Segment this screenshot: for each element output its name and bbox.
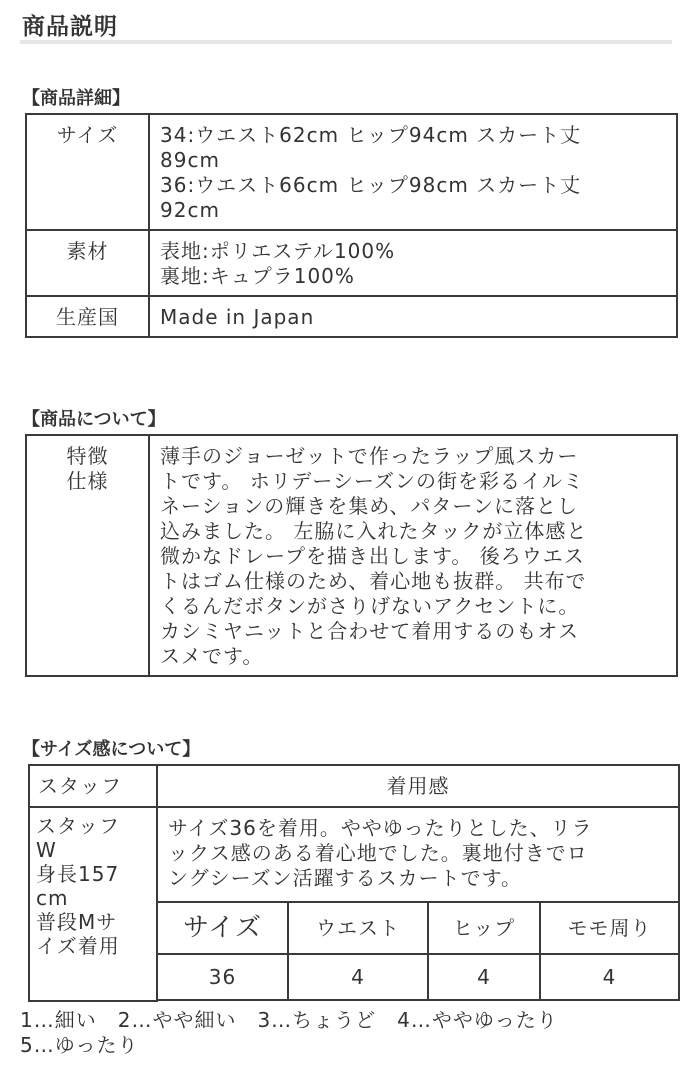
details-row-material <box>26 230 677 296</box>
material-value: 表地:ポリエステル100% 裏地:キュプラ100% <box>149 230 677 296</box>
metrics-value-row <box>158 954 678 1000</box>
origin-value: Made in Japan <box>149 296 677 337</box>
title-divider <box>20 40 672 44</box>
origin-label: 生産国 <box>26 296 149 337</box>
fit-scale-legend: 1…細い 2…やや細い 3…ちょうど 4…ややゆったり 5…ゆったり <box>20 1008 558 1057</box>
metric-header-thigh: モモ周り <box>540 902 678 954</box>
fit-comment: サイズ36を着用。ややゆったりとした、リラ ックス感のある着心地でした。裏地付きでロ ングシーズン活躍するスカートです。 <box>168 816 593 890</box>
metric-value-waist: 4 <box>288 954 428 1000</box>
page-title: 商品説明 <box>22 14 118 40</box>
metric-header-hip: ヒップ <box>428 902 540 954</box>
size-value: 34:ウエスト62cm ヒップ94cm スカート丈 89cm 36:ウエスト66cm ヒップ98cm スカート丈 92cm <box>149 114 677 230</box>
fit-table <box>28 764 680 1002</box>
details-heading: 【商品詳細】 <box>22 88 130 109</box>
feel-column-header: 着用感 <box>157 765 679 807</box>
metric-value-thigh: 4 <box>540 954 678 1000</box>
metric-header-size: サイズ <box>158 902 288 954</box>
staff-info: スタッフ W 身長157 cm 普段Mサ イズ着用 <box>29 807 157 1001</box>
about-table <box>25 434 678 677</box>
features-text: 薄手のジョーゼットで作ったラップ風スカー トです。 ホリデーシーズンの街を彩るイルミ ネーションの輝きを集め、パターンに落とし 込みました。 左脇に入れたタックが立体感と 微かなドレープを描き出します。 後ろウエス トはゴム仕様のため、着心地も抜群。 共布で くるんだボタンがさりげないアクセントに。 カシミヤニットと合わせて着用するのもオス スメです。 <box>149 435 677 676</box>
metrics-header-row <box>158 902 678 954</box>
about-row <box>26 435 677 676</box>
fit-body-row <box>29 807 679 1001</box>
size-label: サイズ <box>26 114 149 230</box>
metric-value-size: 36 <box>158 954 288 1000</box>
staff-column-header: スタッフ <box>29 765 157 807</box>
fit-header-row <box>29 765 679 807</box>
features-label: 特徴 仕様 <box>26 435 149 676</box>
fit-detail-cell <box>157 807 679 1001</box>
metric-header-waist: ウエスト <box>288 902 428 954</box>
material-label: 素材 <box>26 230 149 296</box>
details-table <box>25 113 678 338</box>
fit-heading: 【サイズ感について】 <box>22 739 201 760</box>
about-heading: 【商品について】 <box>22 409 166 430</box>
metric-value-hip: 4 <box>428 954 540 1000</box>
details-row-origin <box>26 296 677 337</box>
details-row-size <box>26 114 677 230</box>
fit-metrics-table <box>158 901 678 1001</box>
